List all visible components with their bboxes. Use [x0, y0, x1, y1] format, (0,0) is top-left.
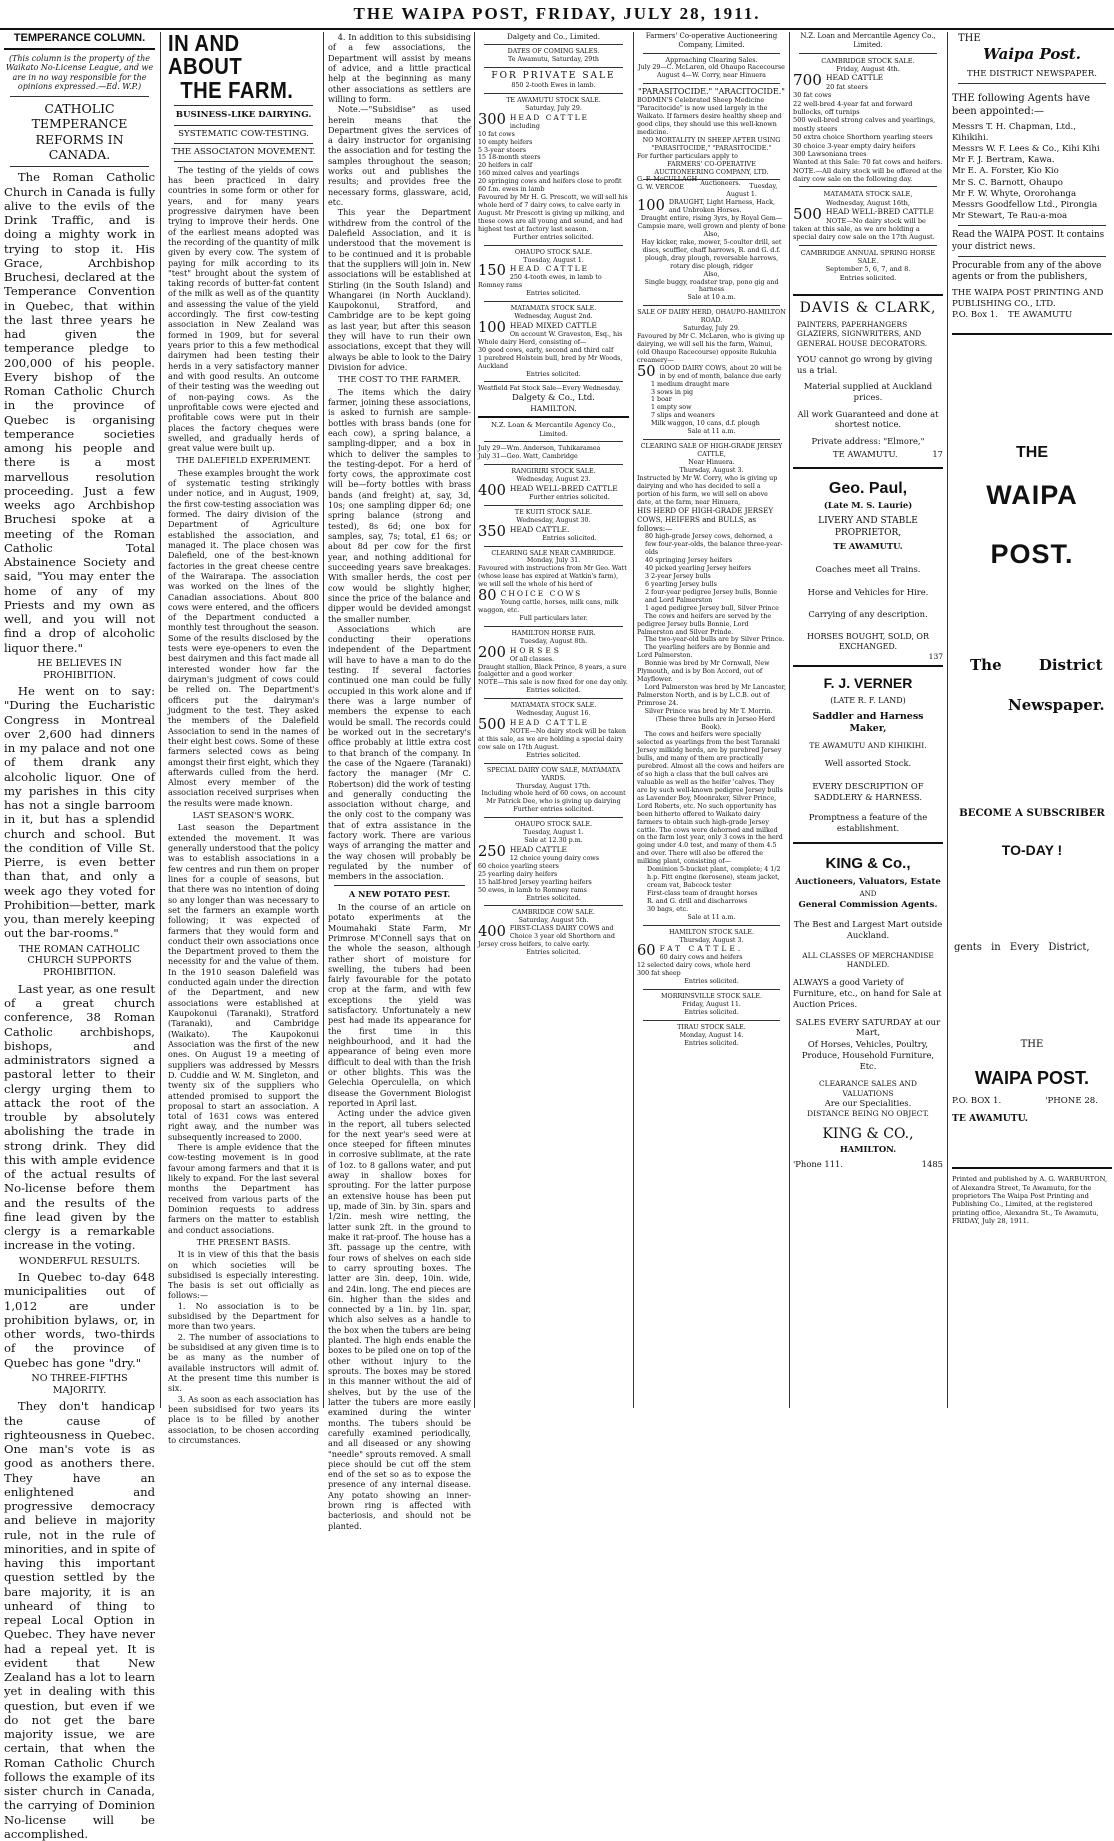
agents-line: gents in Every District, [954, 941, 1090, 953]
sale-date: Saturday, August 5th. [518, 917, 589, 925]
sale-time: Sale at 12.30 p.m. [524, 837, 583, 845]
lot-title: HIS HERD OF HIGH-GRADE JERSEY COWS, HEIFERS and BULLS, as follows:— [637, 506, 774, 534]
column-rule [323, 32, 324, 1408]
ad-number: 17 [932, 448, 943, 459]
business-name: KING & CO., [822, 1126, 914, 1143]
sale-details: Instructed by Mr W. Corry, who is giving up dairying and who has decided to sell a portion of his farm, we will sell on above date, at the farm, near Hinuera, [637, 474, 778, 506]
sale-details: FIRST-CLASS DAIRY COWS and Choice 3 year old Shorthorn and Jersey cross heifers, to calve early. [478, 925, 615, 949]
notice-line: August 4—W. Corry, near Hinuera [657, 72, 766, 80]
column-rule [474, 32, 475, 1408]
business-town: TE AWAMUTU. [833, 541, 903, 552]
business-name: DAVIS & CLARK, [799, 300, 937, 317]
paragraph: 3. As soon as each association has been subsidised for two years its place is to be filled by another association, to be chosen according to circumstances. [168, 1393, 319, 1445]
lot-title: CHOICE COWS [500, 589, 583, 599]
ad-line: All work Guaranteed and done at shortest notice. [797, 408, 939, 430]
town: TE AWAMUTU [1008, 310, 1073, 321]
sale-details: 20 fat steers 30 fat cows 22 well-bred 4-year fat and forward bullocks, off turnips 500 well-bred strong calves and yearlings, mostly steers 50 extra choice Shorthorn yearling steers 30 choice 3-year empty dairy heifers 300 Lawsoniana trees [793, 82, 936, 158]
business-subtitle: (LATE R. F. LAND) [830, 696, 906, 706]
paragraph: 1. No association is to be subsidised by the Department for more than two years. [168, 1300, 319, 1332]
paragraph: He went on to say: "During the Eucharistic Congress in Montreal over 2,600 had dinners in my palace and not one of them drank any alcoholic liquor. One of my parishes in this city has not a single barroom in it, but has a splendid church and school. But the condition of Ville St. Pierre, is even better than that, and only a week ago they voted for Prohibition—better, mark you, than merely keeping out the bar-rooms." [4, 684, 155, 941]
column-rule [160, 32, 161, 1408]
subheading: BUSINESS-LIKE DAIRYING. [175, 110, 312, 121]
sale-details: Of all classes. Draught stallion, Black Prince, 8 years, a sure foalgetter and a good worker [478, 655, 627, 679]
paragraph: Last year, as one result of a great church conference, 38 Roman Catholic archbishops, bishops, and administrators signed a pastoral letter to their clergy urging them to attack the root of the trouble by absolutely abolishing the trade in strong drink. They did this with ample evidence of the actual results of No-license before them and the results of the fine lead given by the clergy is a remarkable increase in the voting. [4, 981, 155, 1253]
notice-heading: DATES OF COMING SALES. [507, 48, 600, 55]
lot-count: 300 [478, 110, 506, 128]
sale-date: Friday, August 4th. [836, 65, 900, 74]
paper-title: THE [958, 33, 981, 44]
farm-column [168, 30, 319, 1445]
sale-details: On account W. Graveston, Esq., his Whole dairy Herd, consisting of— 30 good cows, early, second and third calf 1 purebred Holstein bull, bred by Mr Woods, Auckland [478, 330, 623, 370]
sale-note: Wanted at this Sale: 70 fat cows and heifers. [793, 158, 943, 167]
subheading: THE ASSOCIATON MOVEMENT. [171, 146, 316, 157]
sale-heading: MATAMATA STOCK SALE. [510, 702, 597, 710]
business-subtitle: (Late M. S. Laurie) [823, 499, 913, 510]
paragraph: Note.—"Subsidise" as used herein means that the Department gives the services of a dairy instructor for organising the association and for testing the samples throughout the season; works out and publishes the results; and provides free the necessary forms, glassware, acid, etc. [328, 104, 471, 207]
paragraph: The items which the dairy farmer, joining these associations, is asked to furnish are sample-bottles with brass bands (one for each cow), a spring balance, a sampling-dipper, and a box in which to deliver the samples to the testing-depot. For a herd of forty cows, the approximate cost will be—forty bottles with brass bands (and freight) at, say, 3d, 10s; one sampling dipper 6d; one spring balance (strong and tested), 8s 6d; one box for samples, say, 7s; total, £1 6s; or about 8d per cow for the first year, and nothing additional for succeeding years save breakages. With smaller herds, the cost per cow would be slightly higher, since the price of the balance and dipper would be devided amongst the smaller number. [328, 386, 471, 624]
paragraph: The cows and heifers were specially selected as yearlings from the best Taranaki Jersey milkidg herds, are by purebred Jersey bulls, and many of them are practically purebred. Almost all the cows and heifers are of so high a class that the bull calves are valuable as well as the heifer 'calves. They are by such well-known pedigree Jersey bulls as Lavender Boy, Moonraker, Silver Prince, Lord Roberts, etc. No such opportunity has been hitherto offered to Waikato dairy farmers to obtain such high-grade Jersey cattle. The cows were dehorned and milked on the farm lost year, only 3 cows in the herd going under 4.0 test, and many of them 4.5 and over. There will also be offered the milking plant, consisting of— [637, 731, 785, 866]
paper-title: WAIPA POST. [974, 1067, 1089, 1088]
sale-footer: Entries solicited. [526, 290, 581, 298]
product-name: "PARASITOCIDE." "ARACITOCIDE." [638, 87, 785, 97]
business-name: KING & Co., [825, 854, 911, 872]
sale-footer: Entries solicited. [526, 894, 581, 902]
sale-date: Tuesday, August 1. [523, 256, 584, 264]
sale-heading: HAMILTON STOCK SALE. [669, 928, 754, 936]
lot-count: 150 [478, 262, 506, 280]
sale-heading: CLEARING SALE OF HIGH-GRADE JERSEY CATTLE, [640, 443, 783, 458]
paper-title: THE [1020, 1038, 1044, 1050]
notice-line: July 29—C. McLaren, old Ohaupo Racecourse [638, 64, 785, 72]
company-signature: Dalgety & Co., Ltd. [511, 393, 596, 404]
paragraph: 2. The number of associations to be subsidised at any given time is to be as many as the number of available instructors will admit of. At the present time this number is six. [168, 1331, 319, 1394]
waipa-post-column [952, 32, 1112, 1408]
paragraph: In the course of an article on potato experiments at the Moumahaki State Farm, Mr Primrose M'Connell says that on the whole the season, although rather short of moisture for swelling, the tubers had been fairly favourable for the potato crop at the farm, and with few exceptions the yield was satisfactory. Unfortunately a new pest had made its appearance for the first time in this neighbourhood, and it had the appearance of being even more difficult to deal with than the Irish or other blights. This was the Gelechia Operculella, on which disease the Government Biologist reported in April last. [328, 901, 471, 1108]
business-trade: PAINTERS, PAPERHANGERS GLAZIERS, SIGNWRITERS, AND GENERAL HOUSE DECORATORS. [797, 319, 928, 348]
sale-date: Friday, August 11. [682, 1000, 741, 1008]
sale-footer: Entries solicited. [839, 273, 897, 282]
sale-footer: Further entries solicited. [513, 233, 594, 241]
sale-date: Wednesday, August 16. [516, 710, 591, 718]
sale-details: Favoured with instructions from Mr Geo. Watt (whose lease has expired at Watkin's farm), we will sell the whole of his herd of [478, 565, 627, 589]
paragraph: Last season the Department extended the movement. It was generally understood that the policy was to establish associations in a few centres and run them on proper lines for a couple of seasons, but that there was no intention of doing so any longer than was necessary to set the farmers an example worth following; it was expected of farmers that they would form and conduct their own associations once the Department proved to them the necessity for and the value of them. In the 1910 season Dalefield was conducted again under the direction of the Department, and new associations were established at Kaupokonui (Taranaki), Stratford (Taranaki), and Cambridge (Waikato). The Kaupokonui Association was the first of the new ones. On August 19 a meeting of suppliers was addressed by Messrs D. Cuddie and W. M. Singleton, and twenty six of the suppliers who attended promised to support the proposal to start an association. A total of 1631 cows was entered right away, and the number was subsequently increased to 2000. [168, 822, 319, 1142]
paragraph: Silver Prince was bred by Mr T. Morrin. [644, 707, 773, 715]
notice-heading: Approaching Clearing Sales. [665, 56, 758, 64]
ad-line: CLEARANCE SALES AND VALUATIONS [819, 1079, 917, 1098]
ad-number: 137 [928, 652, 943, 662]
product-name: "PARASITOCIDE," "PARASITOCIDE." [651, 144, 772, 152]
lot-title: HEAD WELL-BRED CATTLE [825, 207, 934, 217]
sale-note: NOTE—This sale is now fixed for one day only. [478, 679, 628, 687]
sale-heading: MATAMATA STOCK SALE, [823, 190, 913, 199]
column-rule [789, 32, 790, 1408]
ad-line: Read the WAIPA POST. It contains your district news. [952, 230, 1105, 252]
lot-count: 100 [637, 197, 665, 215]
lot-title: HEAD CATTLE [509, 112, 590, 122]
sale-date: Monday, July 31. [526, 557, 581, 565]
sale-heading: CLEARING SALE NEAR CAMBRIDGE. [491, 549, 616, 557]
lot-count: 350 [478, 522, 506, 540]
sale-heading: OHAUPO STOCK SALE. [514, 248, 593, 256]
dalgety-advertisements [478, 32, 629, 1408]
notice-heading: FOR PRIVATE SALE [491, 70, 616, 81]
sale-footer: Entries solicited. [684, 1008, 739, 1016]
sale-footer: Entries solicited. [526, 370, 581, 378]
business-trade: Auctioneers, Valuators, Estate [795, 876, 941, 887]
temperance-column [4, 32, 155, 1841]
ad-line: Carrying of any description. [808, 609, 928, 620]
po-box: P.O. Box 1. [952, 310, 999, 321]
lot-title: GOOD DAIRY COWS, about 20 will be in by end of month, balance due early [659, 364, 782, 380]
column-heading: TEMPERANCE COLUMN. [4, 32, 155, 50]
lot-count: 250 [478, 842, 506, 860]
sale-location: Near Hinuera. [688, 458, 735, 466]
sale-heading: TE AWAMUTU STOCK SALE. [506, 97, 601, 105]
sale-footer: Entries solicited. [526, 949, 581, 957]
sale-details: Young cattle, horses, milk cans, milk waggon, etc. [478, 599, 619, 614]
district-line: Newspaper. [1008, 695, 1105, 714]
company-name: N.Z. Loan and Mercantile Agency Co., Limited. [800, 32, 936, 49]
ad-line: YOU cannot go wrong by giving us a trial. [797, 353, 933, 375]
ad-line: DISTANCE BEING NO OBJECT. [807, 1108, 929, 1118]
ad-line: THE following Agents have been appointed:— [952, 92, 1091, 117]
column-rule [633, 32, 634, 1408]
sale-date: Tuesday, August 1. [726, 183, 778, 199]
sale-heading: CAMBRIDGE STOCK SALE. [821, 56, 915, 65]
lot-title: HORSES [509, 645, 562, 655]
business-name: F. J. VERNER [823, 674, 913, 691]
lot-count: 50 [637, 362, 656, 380]
lot-title: HEAD CATTLE [825, 73, 884, 83]
district-line: The District [970, 656, 1103, 675]
sale-date: Thursday, August 3. [679, 466, 744, 474]
sale-date: Wednesday, August 16th, [825, 198, 911, 207]
sale-footer: Entries solicited. [684, 978, 739, 986]
notice-line: July 31—Geo. Watt, Cambridge [478, 453, 578, 461]
notice-line: For further particulars apply to [637, 152, 738, 160]
sale-date: Tuesday, August 1. [523, 829, 584, 837]
sale-date: Monday, August 14. [679, 1031, 744, 1039]
sale-note: NOTE—No dairy stock will be taken at this sale, as we are holding a special dairy cow sale on 17th August. [478, 727, 627, 751]
auctioneer-name: G. F. McCULLAGH [637, 176, 698, 184]
sale-note: NOTE—No dairy stock will be taken at this sale, as we are holding a special dairy cow sale on the 17th August. [793, 216, 935, 242]
ad-line: ALL CLASSES OF MERCHANDISE HANDLED. [802, 950, 934, 970]
sale-date: Wednesday, August 23. [516, 476, 591, 484]
lot-count: 400 [478, 482, 506, 500]
paragraph: Associations which are conducting their operations independent of the Department will have to have a man to do the testing. If several factories continued one man could be fully occupied in this work alone and if there was a large number of members the expense to each would be small. The records could be worked out in the secretary's office probably at little extra cost to that branch of the company. In the case of the Ngaere (Taranaki) factory the manager (Mr C. Robertson) did the work of testing and generally conducting the association without charge, and the only cost to the company was that of extra assistance in the factory work. There are various ways of arranging the matter and the way chosen will probably be regulated by the number of members in the association. [328, 623, 471, 882]
auctioneers-label: Auctioneers. [700, 180, 741, 188]
paper-tagline: THE DISTRICT NEWSPAPER. [966, 68, 1097, 79]
phone-number: 'Phone 111. [793, 1158, 844, 1169]
ad-line: Are our Specialities. [824, 1098, 912, 1109]
notice-line: July 29—Wm. Anderson, Tuhikaramea [478, 445, 601, 453]
sale-details: 250 4-tooth ewes, in lamb to Romney rams [478, 274, 602, 290]
lot-count: 200 [478, 643, 506, 661]
lot-title: DRAUGHT, Light Harness, Hack, and Unbroken Horses. [668, 199, 775, 215]
sale-footer: Further entries solicited. [529, 493, 610, 501]
sale-note: NOTE.—All dairy stock will be offered at the dairy cow sale on the following day. [793, 166, 942, 183]
town: TE AWAMUTU. [952, 1113, 1028, 1125]
sale-footer: Entries solicited. [542, 534, 597, 542]
ad-line: Material supplied at Auckland prices. [803, 381, 933, 402]
lot-title: HEAD CATTLE [509, 844, 568, 854]
sale-heading: SPECIAL DAIRY COW SALE, MATAMATA YARDS. [486, 766, 621, 782]
sale-heading: SALE OF DAIRY HERD, OHAUPO-HAMILTON ROAD. [637, 309, 786, 325]
paragraph: The yearling heifers are by Bonnie and Lord Palmerston. [637, 644, 770, 660]
subheading: THE DALEFIELD EXPERIMENT. [176, 455, 311, 466]
business-town: HAMILTON. [839, 1144, 897, 1155]
ad-line: The Best and Largest Mart outside Auckland. [793, 919, 943, 941]
sale-footer: Sale at 10 a.m. [687, 294, 736, 302]
notice-line: Westfield Fat Stock Sale—Every Wednesday. [478, 385, 621, 393]
company-town: HAMILTON. [530, 403, 577, 413]
business-name: Geo. Paul, [828, 480, 908, 498]
sale-footer: Sale at 11 a.m. [687, 913, 736, 921]
ad-number: 1485 [921, 1158, 943, 1169]
subheading: HE BELIEVES IN PROHIBITION. [37, 657, 122, 681]
lot-count: 500 [478, 716, 506, 734]
paragraph: These examples brought the work of systematic testing strikingly under notice, and in August, 1909, the first cow-testing association was formed. The dairy division of the Department of Agriculture established the association, and managed it. The place chosen was Dalefield, one of the best-known factories in the great cheese centre of the Wairarapa. The association was worked on the lines of the Canadian associations. About 800 cows were entered, and the officers of the Department conducted a monthly test throughout the season. Some of the results disclosed by the tests were eye-openers to even the best dairymen and this fact made all interested wonder how far the dairyman's judgment of cows could be relied on. The Department's officers put the dairyman's judgment to the test. They asked the members of the Dalefield Association to send in the names of their eight best cows. Some of these farmers selected cows as being amongst their first eight, which they afterwards culled from the herd. Almost every member of the association received surprises when the results were made known. [168, 467, 319, 808]
sale-date: Tuesday, August 8th. [519, 637, 588, 645]
masthead: THE WAIPA POST, FRIDAY, JULY 28, 1911. [0, 0, 1114, 30]
lot-title: HEAD WELL-BRED CATTLE [509, 484, 618, 494]
subheading: THE COST TO THE FARMER. [337, 374, 461, 385]
sale-heading: MORRINSVILLE STOCK SALE. [661, 993, 762, 1001]
subheading: NO THREE-FIFTHS MAJORITY. [31, 1372, 128, 1396]
subscribe-line: BECOME A SUBSCRIBER [959, 807, 1105, 820]
subheading: THE ROMAN CATHOLIC CHURCH SUPPORTS PROHIBITION. [19, 943, 140, 979]
lot-title: HEAD CATTLE. [509, 524, 570, 534]
company-name: Farmers' Co-operative Auctioneering Company, Limited. [645, 32, 778, 49]
business-trade: Saddler and Harness Maker, [812, 710, 924, 734]
ad-line: Promptness a feature of the establishment. [808, 812, 928, 833]
ad-line: HORSES BOUGHT, SOLD, OR EXCHANGED. [807, 631, 929, 652]
editorial-note: (This column is the property of the Waikato No-License League, and we are in no way responsible for the opinions expressed.—Ed. W.P.) [5, 53, 154, 92]
ad-line: Procurable from any of the above agents or from the publishers, [952, 261, 1102, 283]
ad-line: Horse and Vehicles for Hire. [807, 586, 929, 597]
paragraph: Acting under the advice given in the report, all tubers selected for the next year's seed were at once steeped for fifteen minutes in corrosive sublimate, at the rate of 1oz. to 8 gallons water, and put away in shallow boxes for sprouting. For the latter purpose an extensive house has been put up, made of 3in. by 3in. spars and 1/2in. mesh wire netting, the latter sunk 2ft. in the ground to make it rat-proof. The house has a 3ft. passage up the centre, with four rows of shelves on each side to carry sprouting boxes. The latter are 3in. deep, 10in. wide, and 24in. long. The end pieces are 6in. higher than the sides and connected by a 1in. by 1in. spar, which also selves as a handle to the box when the tubers are being planted. The high ends enable the boxes to be piled one on top of the other without injury to the sprouts. The boxes may be stored in this manner without the aid of shelves, but by the use of the latter the tubers are more easily examined during the winter months. The tubers should be carefully examined periodically, and all diseased or any showing "needle" sprouts removed. A small piece should be cut off the stem end of the set so as to expose the presence of any internal disease. Any potato showing an inner-brown ring is affected with bacteriosis, and should not be planted. [328, 1108, 471, 1531]
sale-details: Including whole herd of 60 cows, on account Mr Patrick Dee, who is giving up dairying [481, 790, 626, 806]
sale-date: Thursday, August 17th. [516, 782, 591, 790]
section-heading: THE FARM. [180, 77, 294, 103]
farm-column-continued [328, 32, 471, 1531]
paragraph: Bonnie was bred by Mr Cornwall, New Plymouth, and is by Bon Accord, out of Mayflower. [637, 660, 770, 684]
phone-number: 'PHONE 28. [1045, 1096, 1098, 1107]
sale-heading: HAMILTON HORSE FAIR. [511, 629, 596, 637]
sale-heading: RANGIRIRI STOCK SALE. [511, 468, 596, 476]
ad-line: Well assorted Stock. [824, 758, 912, 769]
company-name: Dalgety and Co., Limited. [506, 32, 600, 41]
big-title: WAIPA [986, 480, 1078, 511]
sale-heading: TE KUITI STOCK SALE. [514, 508, 593, 516]
business-trade: AND [859, 889, 877, 898]
paragraph: Lord Palmerston was bred by Mr Lancaster, Palmerston North, and is by L.C.B. out of Primrose 24. [637, 683, 787, 707]
notice-line: Te Awamutu, Saturday, 29th [508, 55, 599, 63]
ad-line: Coaches meet all Trains. [815, 563, 921, 574]
sale-details: Favoured by Mr C. McLaren, who is giving up dairying, we will sell his the farm, Wainui, (old Ohaupo Racecourse) opposite Rukuhia creamery— [637, 333, 785, 364]
sale-heading: TIRAU STOCK SALE. [677, 1023, 746, 1031]
lot-title: FAT CATTLE. [659, 944, 744, 954]
lot-count: 400 [478, 923, 506, 941]
sale-details: Draught entire, rising 3yrs, by Royal Gem—Campsie mare, well grown and plenty of bone Also, Hay kicker, rake, mower, 5-coulter drill, set discs, scuffler, chaff harrows, R. and G. d.f. plough, dray plough, reversable harrows, rotary disc plough, ridger Also, Single buggy, roadster trap, pono gig and harness [637, 215, 786, 294]
lot-title: HEAD MIXED CATTLE [509, 320, 597, 330]
lot-title: HEAD CATTLE [509, 718, 590, 728]
paragraph: The Roman Catholic Church in Canada is fully alive to the evils of the Drink Traffic, and is doing a mighty work in trying to stop it. His Grace, Archbishop Bruchesi, declared at the Temperance Convention in Quebec, that within the last three years he had given the temperance pledge to 200,000 of his people. Every bishop of the Roman Catholic Church in the province of Quebec is organising temperance societies among his people and there is a most marvellous resolution proceeding. Just a few weeks ago Archbishop Bruchesi spoke at a meeting of the Roman Catholic Total Abstainence Society and said, "You may enter the home of any of my Priests and my own as well, and you will not find a drop of alcoholic liquor there." [4, 170, 155, 655]
paragraph: The testing of the yields of cows has been practiced in dairy countries in some form or other for years, and for many years progressive dairymen have been trying to improve their herds. One of the earliest means adopted was the recording of the quantity of milk given by every cow. The system of paying for milk according to its "test" brought about the system of taking records of butter-fat content of the milk as well as of the quantity and assessing the value of the yield accordingly. The first cow-testing association in New Zealand was formed in 1909, but for several years prior to this a few methodical dairymen had been testing their herds in a very satisfactory manner and with good results. An outcome of their testing was the weeding out of non-paying cows. As the unprofitable cows were ejected and profitable cows were put in their places the factory cheques were swelled, and gradually herds of great value were built up. [168, 164, 319, 454]
company-name: N.Z. Loan & Mercantile Agency Co., Limited. [491, 421, 616, 438]
sale-footer: Entries solicited. [684, 1039, 739, 1047]
subheading: WONDERFUL RESULTS. [18, 1255, 141, 1267]
sale-heading: MATAMATA STOCK SALE. [510, 305, 597, 313]
imprint: Printed and published by A. G. WARBURTON, of Alexandra Street, Te Awamutu, for the proprietors The Waipa Post Printing and Publishing Co., Limited, at the registered printing office, Alexandra St., Te Awamutu, FRIDAY, July 28, 1911. [952, 1175, 1108, 1226]
paragraph: 4. In addition to this subsidising of a few associations, the Department will assist by means of advice, and a little practical help at the beginning as many other associations as settlers are willing to form. [328, 32, 471, 104]
lot-count: 60 [637, 942, 656, 960]
ad-line: SALES EVERY SATURDAY at our Mart, [795, 1017, 941, 1039]
lot-count: 700 [793, 71, 822, 90]
paragraph: (These three bulls are in Jerseo Herd Book). [655, 715, 776, 731]
sale-details: 12 choice young dairy cows 60 choice yearling steers 25 yearling dairy heifers 15 half-bred Jersey yearling heifers 50 ewes, in lamb to Romney rams [478, 854, 599, 894]
ad-line: LIVERY AND STABLE PROPRIETOR, [818, 516, 918, 538]
sale-footer: Sale at 11 a.m. [687, 428, 736, 436]
subheading: LAST SEASON'S WORK. [192, 810, 295, 821]
section-heading: IN AND ABOUT [168, 30, 243, 79]
article-title: CATHOLIC TEMPERANCE REFORMS IN CANADA. [31, 100, 128, 163]
lot-title: HEAD CATTLE [509, 264, 590, 274]
business-advertisements [793, 32, 943, 1408]
subscribe-line: TO-DAY ! [1001, 841, 1063, 858]
business-trade: General Commission Agents. [798, 900, 938, 911]
publisher-name: THE WAIPA POST PRINTING AND PUBLISHING CO., LTD. [952, 287, 1104, 310]
paragraph: There is ample evidence that the cow-testing movement is in good favour among farmers and that it is likely to expand. For the last several months the Department has received from various parts of the Dominion requests to address farmers on the matter to establish and conduct associations. [168, 1142, 319, 1235]
ad-line: TE AWAMUTU. [833, 448, 898, 459]
big-title: POST. [990, 539, 1074, 570]
paragraph: They don't handicap the cause of righteousness in Quebec. One man's vote is as good as anothers there. They have an enlightened and progressive democracy and believe in majority rule, not in the rule of minorities, and in spite of having this important question settled by the bare majority, it is an unheard of thing to repeal Local Option in Quebec. They have never had a repeal yet. It is evident that New Zealand has a lot to learn yet in dealing with this question, but even if we do not get the bare majority issue, we are certain, that when the Roman Catholic Church follows the example of its sister church in Canada, the carrying of Dominion No-license will be accomplished. [4, 1399, 155, 1841]
lot-count: 80 [478, 587, 497, 605]
sale-details: Dominion 5-bucket plant, complete; 4 1/2 h.p. Fitt engine (kerosene), steam jacket, cream vat, Babcock tester First-class team of draught horses R. and G. drill and discharrows 30 bags, etc. [647, 866, 781, 913]
sale-date: September 5, 6, 7, and 8. [825, 265, 911, 274]
sale-heading: OHAUPO STOCK SALE. [514, 821, 593, 829]
sale-date: Saturday, July 29. [683, 325, 740, 333]
paragraph: In Quebec to-day 648 municipalities out of 1,012 are under prohibition bylaws, or, in other words, two-thirds of the province of Quebec has gone "dry." [4, 1270, 155, 1370]
paragraph: It is in view of this that the basis on which societies will be subsidised is especially interesting. The basis is set out officially as follows:— [168, 1249, 319, 1301]
business-town: TE AWAMUTU AND KIHIKIHI. [809, 740, 927, 750]
ad-line: EVERY DESCRIPTION OF SADDLERY & HARNESS. [812, 780, 924, 802]
sale-date: Wednesday, August 2nd. [514, 313, 593, 321]
subheading: SYSTEMATIC COW-TESTING. [178, 129, 309, 139]
sale-details: 80 high-grade Jersey cows, dehorned, a few four-year-olds, the balance three-year-olds 40 springing Jersey heifers 40 picked yearling Jersey heifers 3 2-year Jersey bulls 6 yearling Jersey bulls 2 four-year pedigree Jersey bulls, Bonnie and Lord Palmerston 1 aged pedigree Jersey bull, Silver Prince [645, 533, 783, 612]
article-title: A NEW POTATO PEST. [348, 888, 451, 899]
lot-count: 100 [478, 318, 506, 336]
paper-title: Waipa Post. [983, 45, 1081, 63]
po-box: P.O. BOX 1. [952, 1096, 1002, 1107]
sale-footer: Full particulars later. [519, 614, 588, 622]
agents-list: Messrs T. H. Chapman, Ltd., Kihikihi. Messrs W. F. Lees & Co., Kihi Kihi Mr F. J. Bertram, Kawa. Mr E. A. Forster, Kio Kio Mr S. C. Barnott, Ohaupo Mr F. W. Whyte, Ororohanga Messrs Goodfellow Ltd., Pirongia Mr Stewart, Te Rau-a-moa [952, 121, 1100, 222]
sale-details: 1 medium draught mare 3 sows in pig 1 boar 1 empty sow 7 slips and weaners Milk waggon, 10 cans, d.f. plough [651, 380, 760, 428]
auctioneer-name: G. W. VERCOE [637, 184, 684, 192]
paragraph: This year the Department withdrew from the control of the Dalefield Association, and it is understood that the movement is to be continued and it is probable that the suppliers will join in. New associations will be established at Stirling (in the South Island) and Whangarei (in North Auckland). Kaupokonui, Stratford, and Cambridge are to be kept going as last year, but after this season they will have to run their own associations, except that they will always be able to look to the Dairy Division for advice. [328, 207, 471, 372]
subheading: THE PRESENT BASIS. [196, 1236, 291, 1247]
company-name: FARMERS' CO-OPERATIVE AUCTIONEERING COMPANY, LTD. [654, 160, 769, 176]
lot-count: 500 [793, 205, 822, 224]
sale-details: 60 dairy cows and heifers 12 selected dairy cows, whole herd 300 fat sheep [637, 954, 751, 978]
column-rule [947, 32, 948, 1408]
sale-heading: CAMBRIDGE COW SALE. [511, 909, 596, 917]
sale-heading: CAMBRIDGE ANNUAL SPRING HORSE SALE. [800, 248, 936, 265]
ad-line: Private address: "Elmore," [811, 436, 925, 447]
sale-footer: Entries solicited. [526, 687, 581, 695]
paragraph: The cows and heifers are served by the pedigree Jersey bulls Bonnie, Lord Palmerston and Silver Prinde. [637, 612, 772, 636]
sale-details: including 10 fat cows 10 empty heifers 5 3-year steers 15 18-month steers 20 heifers in calf 160 mixed calves and yearlings 20 springing cows and heifers close to profit 60 f.m. ewes in lamb Favoured by Mr H. G. Prescott, we will sell his whole herd of 7 dairy cows, to calve early in August. Mr Prescott is giving up milking, and these cows are all young and sound, and had highest test at factory last season. [478, 122, 628, 233]
ad-line: Of Horses, Vehicles, Poultry, Produce, Household Furniture, Etc. [801, 1039, 935, 1071]
sale-date: Thursday, August 3. [679, 936, 744, 944]
sale-date: Wednesday, August 30. [516, 516, 591, 524]
paragraph: The two-year-old bulls are by Silver Prince. [644, 636, 785, 644]
farmers-cooperative-advertisements [637, 32, 786, 1408]
ad-line: ALWAYS a good Variety of Furniture, etc., on hand for Sale at Auction Prices. [793, 977, 942, 1009]
product-description: BODMIN'S Celebrated Sheep Medicine "Paracitocide" is now used largely in the Waikato. If farmers desire healthy sheep and good clips, they should use this well-known medicine. [637, 97, 782, 136]
notice-line: 850 2-tooth Ewes in lamb. [511, 82, 596, 90]
notice-heading: NO MORTALITY IN SHEEP AFTER USING [642, 136, 781, 144]
big-title: THE [1016, 444, 1048, 462]
sale-date: Saturday, July 29. [525, 104, 582, 112]
sale-footer: Entries solicited. [526, 751, 581, 759]
sale-footer: Further entries solicited. [513, 806, 594, 814]
